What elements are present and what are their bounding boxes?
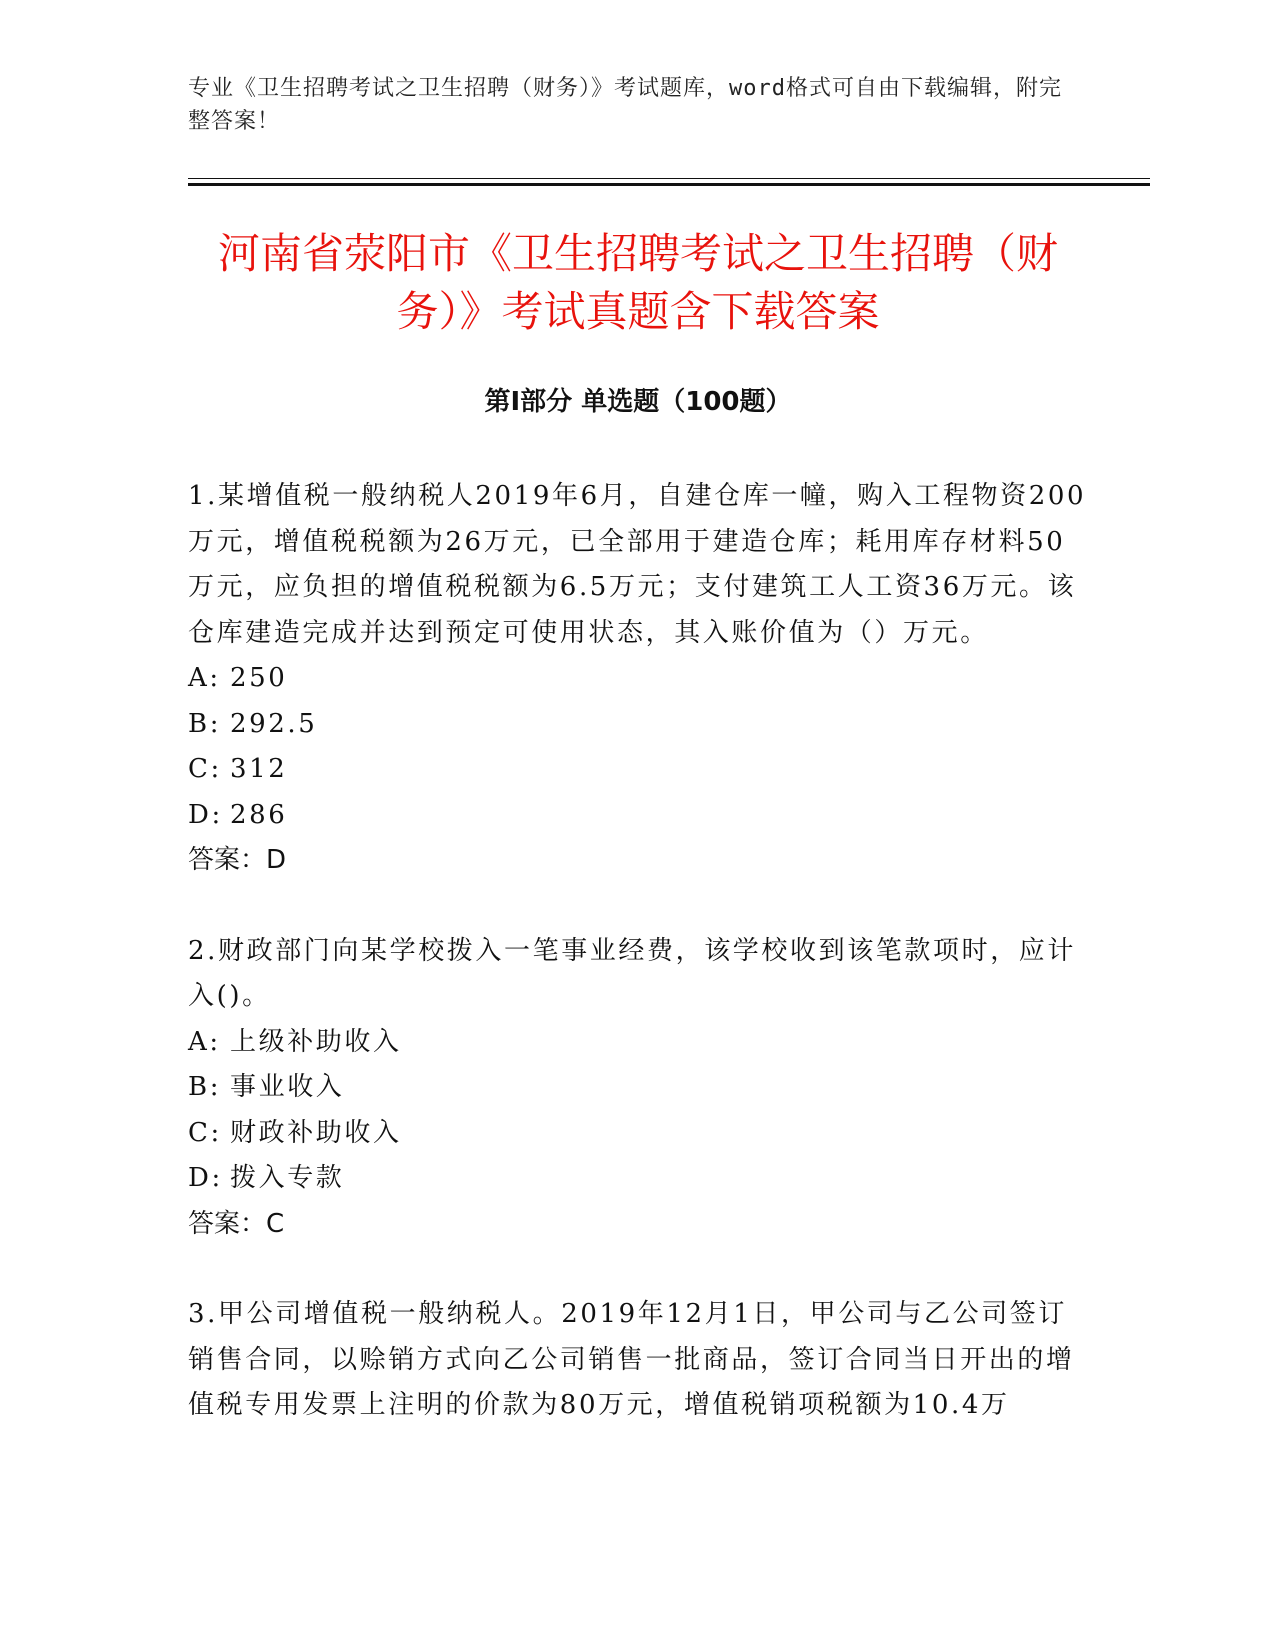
question-spacer: [188, 884, 1088, 929]
option-d: [188, 1156, 1088, 1202]
question-list: [188, 474, 1088, 1429]
option-key: A:: [188, 1026, 221, 1057]
option-c: [188, 1111, 1088, 1157]
header-divider-thin: [188, 178, 1150, 179]
question-stem: 2.财政部门向某学校拨入一笔事业经费，该学校收到该笔款项时，应计入()。: [188, 935, 1077, 1011]
option-text: 财政补助收入: [230, 1117, 402, 1148]
document-title: 河南省荥阳市《卫生招聘考试之卫生招聘（财务）》考试真题含下载答案: [217, 229, 1058, 336]
header-divider-thick: [188, 183, 1150, 186]
option-text: 286: [230, 799, 288, 830]
answer-line: 答案：D: [188, 845, 287, 875]
option-key: B:: [188, 708, 222, 739]
option-text: 312: [230, 754, 288, 784]
question-3: [188, 1292, 1088, 1429]
question-stem: 3.甲公司增值税一般纳税人。2019年12月1日，甲公司与乙公司签订销售合同，以赊销方式向乙公司销售一批商品，签订合同当日开出的增值税专用发票上注明的价款为80万元，增值税销项税额为10.4万: [188, 1299, 1075, 1420]
option-key: C:: [188, 1117, 222, 1148]
option-b: [188, 1065, 1088, 1111]
question-2: [188, 929, 1088, 1248]
option-text: 拨入专款: [230, 1163, 345, 1193]
option-a: [188, 656, 1088, 702]
option-key: B:: [188, 1072, 222, 1102]
question-spacer: [188, 1247, 1088, 1292]
option-d: [188, 793, 1088, 839]
option-key: C:: [188, 754, 222, 784]
question-stem: 1.某增值税一般纳税人2019年6月，自建仓库一幢，购入工程物资200万元，增值税税额为26万元，已全部用于建造仓库；耗用库存材料50万元，应负担的增值税税额为6.5万元；支付建筑工人工资36万元。该仓库建造完成并达到预定可使用状态，其入账价值为（）万元。: [188, 481, 1087, 648]
header-note: 专业《卫生招聘考试之卫生招聘（财务）》考试题库，word格式可自由下载编辑，附完整答案！: [188, 76, 1062, 134]
option-text: 250: [230, 663, 288, 693]
option-text: 上级补助收入: [230, 1026, 402, 1057]
question-1: [188, 474, 1088, 884]
option-c: [188, 747, 1088, 793]
option-key: D:: [188, 1163, 223, 1193]
answer-line: 答案：C: [188, 1208, 285, 1239]
option-key: D:: [188, 799, 223, 830]
option-key: A:: [188, 663, 221, 693]
section-title: 第Ⅰ部分 单选题（100题）: [484, 387, 792, 417]
option-text: 292.5: [230, 708, 318, 739]
option-a: [188, 1020, 1088, 1066]
option-text: 事业收入: [230, 1072, 345, 1102]
option-b: [188, 702, 1088, 748]
